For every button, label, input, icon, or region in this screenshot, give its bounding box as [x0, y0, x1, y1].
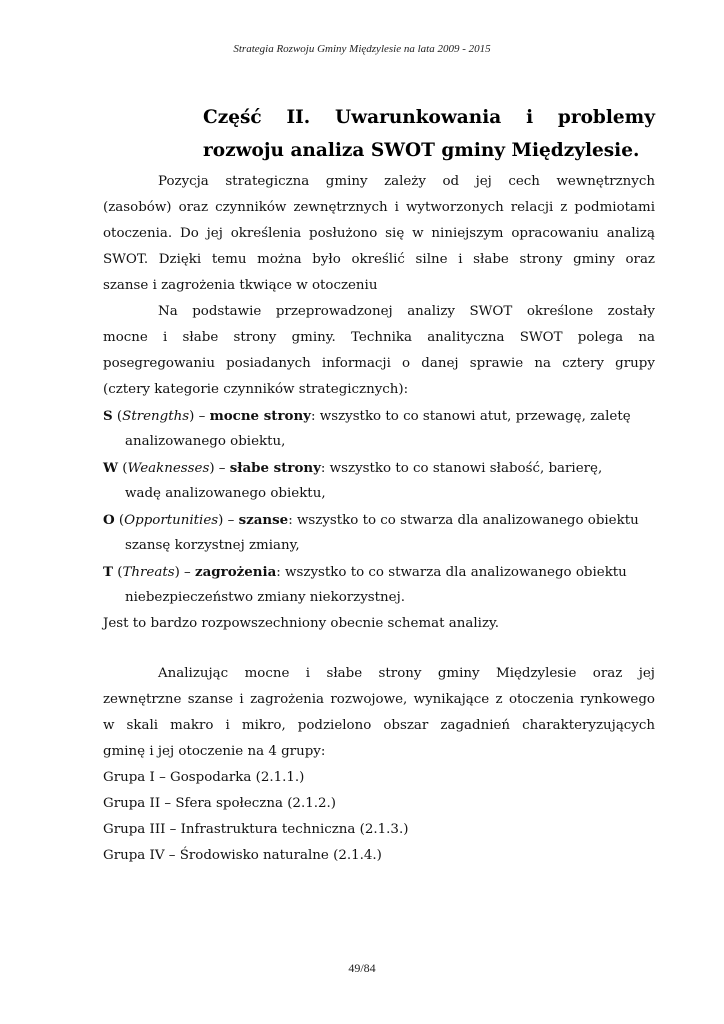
word: na	[534, 356, 551, 371]
word: określenia	[230, 226, 302, 241]
swot-letter: O	[103, 512, 115, 528]
swot-strengths-continuation: analizowanego obiektu,	[125, 434, 286, 449]
word: wewnętrznych	[556, 174, 655, 189]
word: Pozycja	[158, 174, 209, 189]
summary-sentence: Jest to bardzo rozpowszechniony obecnie schemat analizy.	[103, 616, 500, 631]
word: gminy.	[291, 330, 336, 345]
word: gminy	[437, 666, 480, 681]
swot-polish-term: szanse	[238, 512, 289, 528]
word: było	[312, 252, 341, 267]
word: gminy	[573, 252, 615, 267]
word: sprawie	[469, 356, 524, 371]
word: opracowaniu	[511, 226, 599, 241]
word: otoczenia.	[103, 226, 173, 241]
word: temu	[211, 252, 247, 267]
word: analizy	[407, 304, 455, 319]
word: z	[560, 200, 568, 215]
swot-letter: S	[103, 408, 113, 424]
paragraph-2-line-2	[103, 325, 655, 351]
word: czynników	[215, 200, 287, 215]
word: zagadnień	[440, 718, 511, 733]
swot-weaknesses: W (Weaknesses) – słabe strony: wszystko to co stanowi słabość, barierę,	[103, 460, 603, 476]
swot-english-term: Threats	[122, 565, 175, 580]
word: grupy	[615, 356, 655, 371]
word: zewnętrznych	[293, 200, 388, 215]
word: słabe	[182, 330, 219, 345]
swot-threats-continuation: niebezpieczeństwo zmiany niekorzystnej.	[125, 590, 406, 605]
word: makro	[170, 718, 214, 733]
swot-threats: T (Threats) – zagrożenia: wszystko to co stwarza dla analizowanego obiektu	[103, 564, 627, 580]
word: analizą	[606, 226, 655, 241]
paragraph-1-line-2	[103, 195, 655, 221]
swot-english-term: Opportunities	[124, 513, 219, 528]
word: oraz	[592, 666, 623, 681]
word: otoczenia	[508, 692, 574, 707]
word: strategiczna	[225, 174, 310, 189]
word: wynikające	[413, 692, 490, 707]
page-number: 49/84	[348, 961, 376, 975]
word: i	[305, 666, 311, 681]
paragraph-1-line-5: szanse i zagrożenia tkwiące w otoczeniu	[103, 278, 378, 293]
swot-opportunities: O (Opportunities) – szanse: wszystko to co stwarza dla analizowanego obiektu	[103, 512, 639, 528]
word: zewnętrzne	[103, 692, 182, 707]
paragraph-1-line-4	[103, 247, 655, 273]
paragraph-3-line-1	[158, 661, 655, 687]
word: jej	[638, 666, 655, 681]
word: zagrożenia	[250, 692, 325, 707]
group-item: Grupa III – Infrastruktura techniczna (2.1.3.)	[103, 822, 409, 837]
swot-polish-term: zagrożenia	[195, 564, 277, 580]
word: podzielono	[297, 718, 372, 733]
word: określone	[526, 304, 594, 319]
word: (zasobów)	[103, 200, 172, 215]
word: gminy	[325, 174, 368, 189]
swot-letter: W	[103, 460, 119, 476]
word: jej	[475, 174, 492, 189]
word: i	[163, 330, 168, 345]
word: mocne	[103, 330, 148, 345]
word: relacji	[510, 200, 554, 215]
word: podstawie	[192, 304, 262, 319]
swot-opportunities-continuation: szansę korzystnej zmiany,	[125, 538, 300, 553]
word: posegregowaniu	[103, 356, 215, 371]
running-header: Strategia Rozwoju Gminy Międzylesie na lata 2009 - 2015	[233, 43, 491, 55]
word: i	[394, 200, 399, 215]
word: od	[442, 174, 460, 189]
word: się	[385, 226, 405, 241]
word: słabe	[473, 252, 509, 267]
word: SWOT	[519, 330, 563, 345]
word: podmiotami	[574, 200, 655, 215]
word: cech	[508, 174, 540, 189]
word: informacji	[321, 356, 391, 371]
word: rynkowego	[580, 692, 655, 707]
group-item: Grupa II – Sfera społeczna (2.1.2.)	[103, 796, 336, 811]
word: Międzylesie	[495, 666, 577, 681]
word: i	[458, 252, 463, 267]
paragraph-3-line-4: gminę i jej otoczenie na 4 grupy:	[103, 744, 326, 759]
word: w	[412, 226, 424, 241]
word: zostały	[607, 304, 655, 319]
word: Analizując	[158, 666, 229, 681]
title-word: i	[526, 107, 534, 128]
word: strony	[519, 252, 563, 267]
group-item: Grupa I – Gospodarka (2.1.1.)	[103, 770, 305, 785]
word: Do	[179, 226, 199, 241]
word: Na	[158, 304, 178, 319]
word: szanse	[187, 692, 234, 707]
word: skali	[126, 718, 159, 733]
title-word: II.	[286, 107, 311, 128]
word: o	[402, 356, 411, 371]
word: i	[239, 692, 244, 707]
word: danej	[421, 356, 459, 371]
paragraph-1-line-1	[158, 169, 655, 195]
word: rozwojowe,	[330, 692, 408, 707]
word: silne	[415, 252, 448, 267]
paragraph-2-line-4: (cztery kategorie czynników strategicznych):	[103, 382, 409, 397]
swot-english-term: Strengths	[122, 409, 190, 424]
word: w	[103, 718, 115, 733]
word: zależy	[384, 174, 426, 189]
paragraph-3-line-3	[103, 713, 655, 739]
word: wytworzonych	[405, 200, 504, 215]
group-item: Grupa IV – Środowisko naturalne (2.1.4.)	[103, 848, 382, 863]
chapter-title-line-2: rozwoju analiza SWOT gminy Międzylesie.	[203, 140, 640, 161]
word: z	[495, 692, 503, 707]
word: Technika	[351, 330, 412, 345]
word: przeprowadzonej	[275, 304, 393, 319]
title-word: Uwarunkowania	[335, 107, 502, 128]
paragraph-2-line-3	[103, 351, 655, 377]
word: posiadanych	[226, 356, 311, 371]
word: słabe	[326, 666, 363, 681]
word: i	[225, 718, 230, 733]
word: oraz	[625, 252, 655, 267]
word: niniejszym	[431, 226, 504, 241]
word: posłużono	[309, 226, 378, 241]
word: charakteryzujących	[522, 718, 655, 733]
swot-english-term: Weaknesses	[127, 461, 210, 476]
word: na	[638, 330, 655, 345]
word: strony	[233, 330, 277, 345]
title-word: Część	[203, 107, 262, 128]
paragraph-2-line-1	[158, 299, 655, 325]
swot-strengths: S (Strengths) – mocne strony: wszystko to co stanowi atut, przewagę, zaletę	[103, 408, 631, 424]
chapter-title-line-1	[203, 101, 655, 134]
swot-polish-term: mocne strony	[209, 408, 311, 424]
word: jej	[206, 226, 223, 241]
word: mocne	[244, 666, 290, 681]
title-word: problemy	[557, 107, 655, 128]
word: SWOT	[469, 304, 513, 319]
word: cztery	[562, 356, 604, 371]
word: określić	[351, 252, 405, 267]
swot-weaknesses-continuation: wadę analizowanego obiektu,	[125, 486, 326, 501]
word: można	[257, 252, 302, 267]
word: polega	[577, 330, 624, 345]
word: oraz	[178, 200, 209, 215]
swot-letter: T	[103, 564, 113, 580]
word: strony	[378, 666, 422, 681]
word: obszar	[383, 718, 429, 733]
swot-polish-term: słabe strony	[229, 460, 321, 476]
paragraph-3-line-2	[103, 687, 655, 713]
word: SWOT.	[103, 252, 149, 267]
paragraph-1-line-3	[103, 221, 655, 247]
word: analityczna	[427, 330, 505, 345]
word: Dzięki	[158, 252, 202, 267]
word: mikro,	[241, 718, 286, 733]
